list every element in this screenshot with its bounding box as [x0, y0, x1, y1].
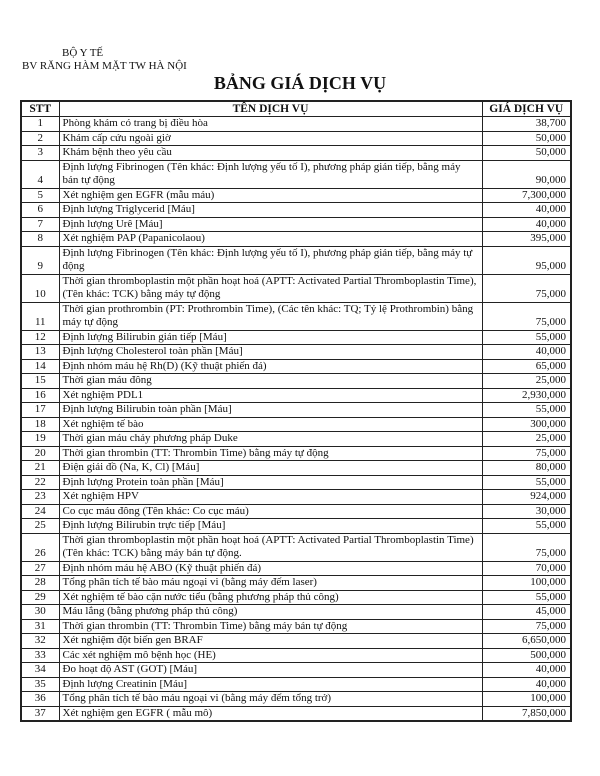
table-row — [21, 146, 571, 161]
service-name: Thời gian thrombin (TT: Thrombin Time) bằng máy tự động — [59, 446, 482, 461]
column-header-price: GIÁ DỊCH VỤ — [482, 101, 571, 117]
row-number: 7 — [21, 217, 59, 232]
service-price: 55,000 — [482, 403, 571, 418]
table-row — [21, 504, 571, 519]
table-row — [21, 446, 571, 461]
table-row — [21, 706, 571, 721]
service-name: Định lượng Fibrinogen (Tên khác: Định lượng yếu tố I), phương pháp gián tiếp, bằng máy tự động — [59, 246, 482, 274]
row-number: 9 — [21, 246, 59, 274]
table-row — [21, 203, 571, 218]
row-number: 31 — [21, 619, 59, 634]
service-price: 70,000 — [482, 561, 571, 576]
service-name: Thời gian thrombin (TT: Thrombin Time) bằng máy bán tự động — [59, 619, 482, 634]
row-number: 30 — [21, 605, 59, 620]
service-price: 500,000 — [482, 648, 571, 663]
service-name: Thời gian thromboplastin một phần hoạt hoá (APTT: Activated Partial Thromboplastin Time), (Tên khác: TCK) bằng máy tự động — [59, 274, 482, 302]
table-row — [21, 403, 571, 418]
service-name: Phòng khám có trang bị điều hòa — [59, 117, 482, 132]
service-name: Thời gian prothrombin (PT: Prothrombin Time), (Các tên khác: TQ; Tỷ lệ Prothrombin) bằng máy tự động — [59, 302, 482, 330]
service-price: 75,000 — [482, 533, 571, 561]
column-header-stt: STT — [21, 101, 59, 117]
hospital-name: BV RĂNG HÀM MẶT TW HÀ NỘI — [22, 60, 187, 72]
page-title: BẢNG GIÁ DỊCH VỤ — [213, 73, 387, 93]
service-price: 7,850,000 — [482, 706, 571, 721]
row-number: 6 — [21, 203, 59, 218]
column-header-service-name: TÊN DỊCH VỤ — [59, 101, 482, 117]
row-number: 35 — [21, 677, 59, 692]
service-name: Định lượng Cholesterol toàn phần [Máu] — [59, 345, 482, 360]
service-price: 6,650,000 — [482, 634, 571, 649]
service-price: 100,000 — [482, 692, 571, 707]
service-name: Định lượng Protein toàn phần [Máu] — [59, 475, 482, 490]
row-number: 33 — [21, 648, 59, 663]
row-number: 27 — [21, 561, 59, 576]
service-price: 75,000 — [482, 619, 571, 634]
table-row — [21, 576, 571, 591]
service-name: Điện giải đồ (Na, K, Cl) [Máu] — [59, 461, 482, 476]
table-row — [21, 417, 571, 432]
service-name: Các xét nghiệm mô bệnh học (HE) — [59, 648, 482, 663]
service-name: Định lượng Fibrinogen (Tên khác: Định lượng yếu tố I), phương pháp gián tiếp, bằng máy bán tự động — [59, 160, 482, 188]
service-price: 40,000 — [482, 345, 571, 360]
table-row — [21, 232, 571, 247]
service-price: 65,000 — [482, 359, 571, 374]
table-row — [21, 475, 571, 490]
service-price: 7,300,000 — [482, 188, 571, 203]
row-number: 4 — [21, 160, 59, 188]
table-row — [21, 274, 571, 302]
service-name: Định lượng Bilirubin toàn phần [Máu] — [59, 403, 482, 418]
service-price: 50,000 — [482, 146, 571, 161]
service-name: Thời gian máu đông — [59, 374, 482, 389]
service-name: Tổng phân tích tế bào máu ngoại vi (bằng máy đếm laser) — [59, 576, 482, 591]
service-name: Định nhóm máu hệ Rh(D) (Kỹ thuật phiến đá) — [59, 359, 482, 374]
service-price: 50,000 — [482, 131, 571, 146]
service-name: Đo hoạt độ AST (GOT) [Máu] — [59, 663, 482, 678]
service-price: 45,000 — [482, 605, 571, 620]
table-row — [21, 388, 571, 403]
table-row — [21, 330, 571, 345]
service-name: Định lượng Triglycerid [Máu] — [59, 203, 482, 218]
table-row — [21, 561, 571, 576]
table-row — [21, 302, 571, 330]
row-number: 17 — [21, 403, 59, 418]
service-name: Thời gian thromboplastin một phần hoạt hoá (APTT: Activated Partial Thromboplastin Time) (Tên khác: TCK) bằng máy bán tự động. — [59, 533, 482, 561]
service-name: Định nhóm máu hệ ABO (Kỹ thuật phiến đá) — [59, 561, 482, 576]
service-price: 75,000 — [482, 446, 571, 461]
service-price: 40,000 — [482, 217, 571, 232]
row-number: 22 — [21, 475, 59, 490]
service-price: 25,000 — [482, 374, 571, 389]
table-row — [21, 432, 571, 447]
service-price: 95,000 — [482, 246, 571, 274]
service-name: Xét nghiệm gen EGFR ( mẫu mô) — [59, 706, 482, 721]
row-number: 13 — [21, 345, 59, 360]
table-row — [21, 692, 571, 707]
service-price: 55,000 — [482, 475, 571, 490]
row-number: 14 — [21, 359, 59, 374]
service-name: Thời gian máu chảy phương pháp Duke — [59, 432, 482, 447]
table-row — [21, 677, 571, 692]
table-row — [21, 490, 571, 505]
service-name: Định lượng Creatinin [Máu] — [59, 677, 482, 692]
service-price: 100,000 — [482, 576, 571, 591]
row-number: 8 — [21, 232, 59, 247]
service-price: 924,000 — [482, 490, 571, 505]
row-number: 21 — [21, 461, 59, 476]
service-price: 395,000 — [482, 232, 571, 247]
table-row — [21, 519, 571, 534]
table-row — [21, 634, 571, 649]
row-number: 29 — [21, 590, 59, 605]
table-row — [21, 217, 571, 232]
service-name: Xét nghiệm gen EGFR (mẫu máu) — [59, 188, 482, 203]
service-name: Xét nghiệm HPV — [59, 490, 482, 505]
service-name: Định lượng Bilirubin trực tiếp [Máu] — [59, 519, 482, 534]
row-number: 36 — [21, 692, 59, 707]
service-name: Máu lắng (bằng phương pháp thủ công) — [59, 605, 482, 620]
row-number: 16 — [21, 388, 59, 403]
row-number: 1 — [21, 117, 59, 132]
row-number: 5 — [21, 188, 59, 203]
row-number: 37 — [21, 706, 59, 721]
row-number: 25 — [21, 519, 59, 534]
row-number: 19 — [21, 432, 59, 447]
service-price: 38,700 — [482, 117, 571, 132]
service-price: 75,000 — [482, 274, 571, 302]
table-row — [21, 533, 571, 561]
table-row — [21, 374, 571, 389]
service-price: 25,000 — [482, 432, 571, 447]
table-row — [21, 160, 571, 188]
service-price: 55,000 — [482, 590, 571, 605]
service-name: Xét nghiệm đột biến gen BRAF — [59, 634, 482, 649]
table-row — [21, 648, 571, 663]
row-number: 10 — [21, 274, 59, 302]
service-name: Định lượng Bilirubin gián tiếp [Máu] — [59, 330, 482, 345]
table-row — [21, 605, 571, 620]
service-price: 55,000 — [482, 519, 571, 534]
row-number: 28 — [21, 576, 59, 591]
row-number: 2 — [21, 131, 59, 146]
service-name: Tổng phân tích tế bào máu ngoại vi (bằng máy đếm tổng trở) — [59, 692, 482, 707]
service-name: Xét nghiệm PAP (Papanicolaou) — [59, 232, 482, 247]
service-price: 40,000 — [482, 203, 571, 218]
service-name: Khám bệnh theo yêu cầu — [59, 146, 482, 161]
service-name: Xét nghiệm PDL1 — [59, 388, 482, 403]
service-price: 40,000 — [482, 663, 571, 678]
ministry-name: BỘ Y TẾ — [62, 47, 104, 59]
table-row — [21, 359, 571, 374]
service-name: Xét nghiệm tế bào cặn nước tiểu (bằng phương pháp thủ công) — [59, 590, 482, 605]
row-number: 20 — [21, 446, 59, 461]
service-price: 300,000 — [482, 417, 571, 432]
row-number: 24 — [21, 504, 59, 519]
service-price: 2,930,000 — [482, 388, 571, 403]
table-row — [21, 663, 571, 678]
price-table — [20, 100, 572, 722]
row-number: 15 — [21, 374, 59, 389]
table-row — [21, 590, 571, 605]
row-number: 26 — [21, 533, 59, 561]
table-row — [21, 345, 571, 360]
service-price: 40,000 — [482, 677, 571, 692]
service-price: 75,000 — [482, 302, 571, 330]
service-name: Xét nghiệm tế bào — [59, 417, 482, 432]
table-row — [21, 188, 571, 203]
row-number: 3 — [21, 146, 59, 161]
table-row — [21, 117, 571, 132]
table-row — [21, 461, 571, 476]
table-row — [21, 619, 571, 634]
table-header-row — [21, 101, 571, 117]
row-number: 12 — [21, 330, 59, 345]
table-row — [21, 131, 571, 146]
service-name: Định lượng Urê [Máu] — [59, 217, 482, 232]
service-price: 80,000 — [482, 461, 571, 476]
service-price: 90,000 — [482, 160, 571, 188]
table-row — [21, 246, 571, 274]
row-number: 34 — [21, 663, 59, 678]
row-number: 11 — [21, 302, 59, 330]
row-number: 32 — [21, 634, 59, 649]
service-price: 30,000 — [482, 504, 571, 519]
row-number: 23 — [21, 490, 59, 505]
service-name: Co cục máu đông (Tên khác: Co cục máu) — [59, 504, 482, 519]
row-number: 18 — [21, 417, 59, 432]
service-name: Khám cấp cứu ngoài giờ — [59, 131, 482, 146]
service-price: 55,000 — [482, 330, 571, 345]
